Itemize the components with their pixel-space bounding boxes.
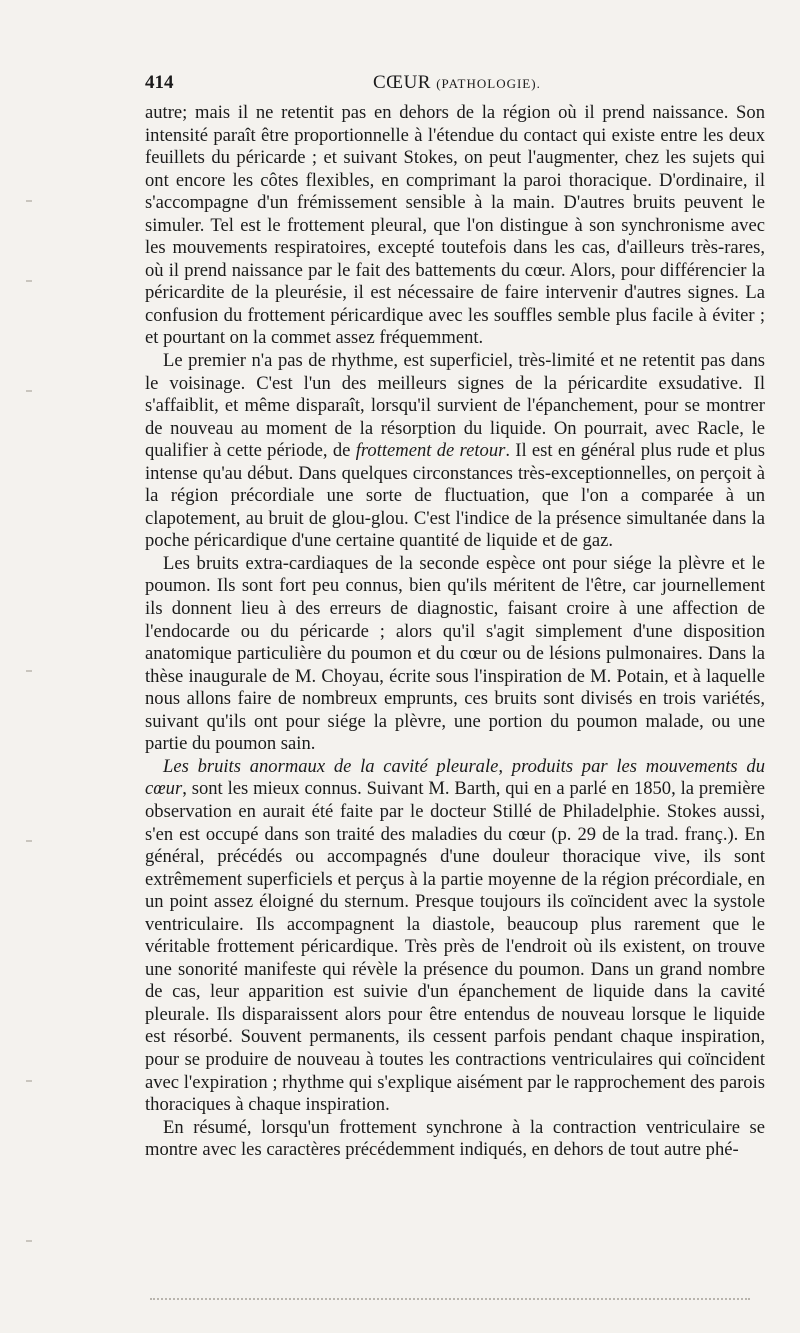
paragraph — [145, 1117, 765, 1162]
text-run: Les bruits extra-cardiaques de la seconde espèce ont pour siége la plèvre et le poumon. Ils sont fort peu connus, bien qu'ils méritent de l'être, car journellement ils donnent lieu à des erreurs de diagnostic, faisant croire à une affection de l'endocarde ou du péricarde ; alors qu'il s'agit simplement d'une disposition anatomique particulière du poumon et du cœur ou de lésions pulmonaires. Dans la thèse inaugurale de M. Choyau, écrite sous l'inspiration de M. Potain, et à laquelle nous allons faire de nombreux emprunts, ces bruits sont divisés en trois variétés, suivant qu'ils ont pour siége la plèvre, une portion du poumon malade, ou une partie du poumon sain. — [145, 552, 765, 755]
text-run: . Il est en général plus rude et plus intense qu'au début. Dans quelques circonstances très-exceptionnelles, on perçoit à la région précordiale une sorte de fluctuation, que l'on a comparée à un clapotement, au bruit de glou-glou. C'est l'indice de la présence simultanée dans la poche péricardique d'une certaine quantité de liquide et de gaz. — [145, 440, 765, 552]
text-run: , sont les mieux connus. Suivant M. Barth, qui en a parlé en 1850, la première observation en aurait été faite par le docteur Stillé de Philadelphie. Stokes aussi, s'en est occupé dans son traité des maladies du cœur (p. 29 de la trad. franç.). En général, précédés ou accompagnés d'une douleur thoracique vive, ils sont extrêmement superficiels et perçus à la partie moyenne de la région précordiale, en un point assez éloigné du sternum. Presque toujours ils coïncident avec la systole ventriculaire. Ils accompagnent la diastole, beaucoup plus rarement que le véritable frottement péricardique. Très près de l'endroit où ils existent, on trouve une sonorité manifeste qui révèle la présence du poumon. Dans un grand nombre de cas, leur apparition est suivie d'un épanchement de liquide dans la cavité pleurale. Ils disparaissent alors pour être entendus de nouveau lorsque le liquide est résorbé. Souvent permanents, ils cessent parfois pendant chaque inspiration, pour se produire de nouveau à toutes les contractions ventriculaires qui coïncident avec l'expiration ; rhythme qui s'explique aisément par le rapprochement des parois thoraciques à chaque inspiration. — [145, 778, 765, 1116]
italic-phrase: Les bruits anormaux de la cavité pleurale, produits par les mouvements du cœur — [145, 755, 765, 800]
text-run: En résumé, lorsqu'un frottement synchrone à la contraction ventriculaire se montre avec les caractères précédemment indiqués, en dehors de tout autre phé- — [145, 1116, 765, 1161]
running-title-main: CŒUR — [373, 72, 431, 93]
text-run: autre; mais il ne retentit pas en dehors de la région où il prend naissance. Son intensité paraît être proportionnelle à l'étendue du contact qui existe entre les deux feuillets du péricarde ; et suivant Stokes, on peut l'augmenter, chez les sujets qui ont encore les côtes flexibles, en comprimant la paroi thoracique. D'ordinaire, il s'accompagne d'un frémissement sensible à la main. D'autres bruits peuvent le simuler. Tel est le frottement pleural, que l'on distingue à son synchronisme avec les mouvements respiratoires, excepté toutefois dans les cas, d'ailleurs très-rares, où il prend naissance par le fait des battements du cœur. Alors, pour différencier la péricardite de la pleurésie, il est nécessaire de faire intervenir d'autres signes. La confusion du frottement péricardique avec les souffles semble plus facile à éviter ; et pourtant on la commet assez fréquemment. — [145, 102, 765, 349]
margin-marks — [26, 200, 36, 1300]
italic-phrase: frottement de retour — [355, 440, 506, 462]
body-text — [145, 102, 765, 1162]
paragraph — [145, 756, 765, 1117]
text-run: Le premier n'a pas de rhythme, est superficiel, très-limité et ne retentit pas dans le voisinage. C'est l'un des meilleurs signes de la péricardite exsudative. Il s'affaiblit, et même disparaît, lorsqu'il survient de l'épanchement, pour se montrer de nouveau au moment de la résorption du liquide. On pourrait, avec Racle, le qualifier à cette période, de — [145, 350, 765, 462]
page-header — [145, 72, 765, 100]
paragraph — [145, 553, 765, 756]
running-title-subtitle: (PATHOLOGIE). — [436, 76, 541, 91]
paragraph — [145, 102, 765, 350]
footer-rule — [150, 1298, 750, 1306]
paragraph — [145, 350, 765, 553]
page-number: 414 — [145, 72, 174, 93]
running-title — [373, 72, 541, 94]
